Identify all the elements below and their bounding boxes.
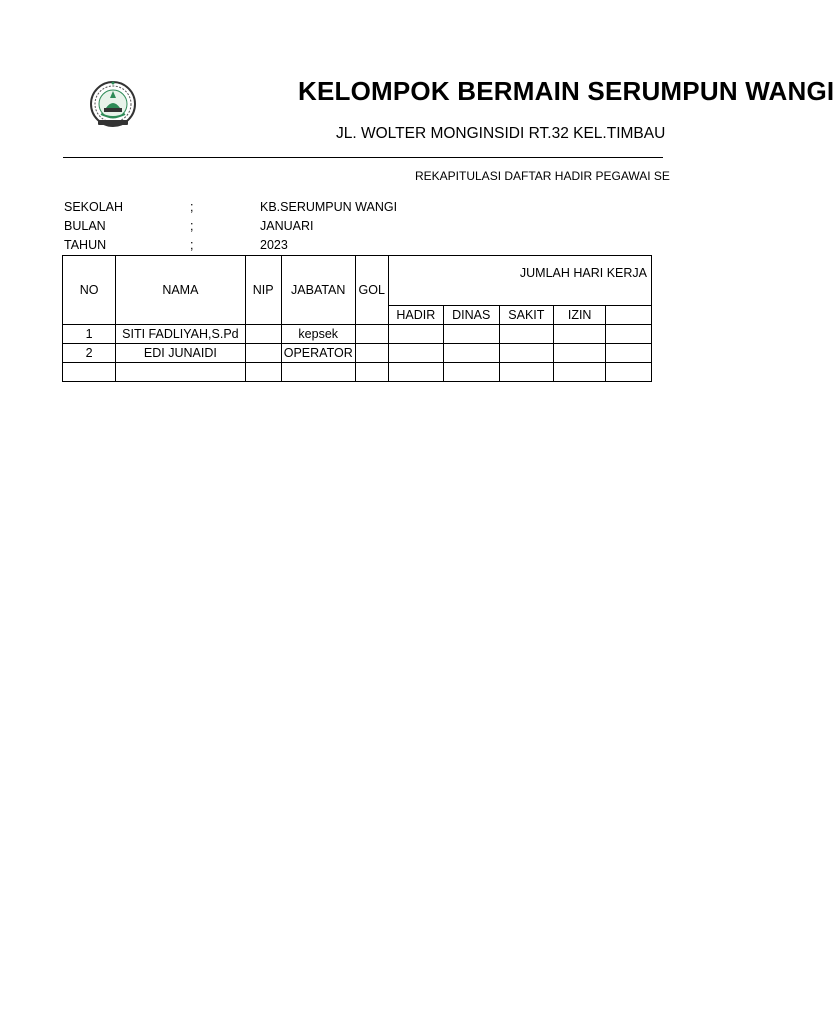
info-separator: ;: [190, 238, 194, 252]
cell-jabatan: OPERATOR: [281, 344, 355, 363]
cell-hadir: [388, 344, 443, 363]
cell-gol: [355, 344, 388, 363]
cell-nip: [245, 363, 281, 382]
info-separator: ;: [190, 200, 194, 214]
col-header-nama: NAMA: [116, 256, 245, 325]
info-value: JANUARI: [260, 219, 314, 233]
cell-sakit: [499, 363, 553, 382]
cell-nip: [245, 344, 281, 363]
cell-dinas: [443, 325, 499, 344]
table-row: [63, 363, 652, 382]
cell-nip: [245, 325, 281, 344]
attendance-table: [62, 255, 652, 382]
cell-nama: EDI JUNAIDI: [116, 344, 245, 363]
col-header-jumlah-hari-kerja: JUMLAH HARI KERJA: [388, 256, 651, 306]
col-header-izin: IZIN: [554, 306, 606, 325]
cell-extra: [606, 344, 652, 363]
cell-nama: [116, 363, 245, 382]
cell-nama: SITI FADLIYAH,S.Pd: [116, 325, 245, 344]
col-header-no: NO: [63, 256, 116, 325]
cell-no: 1: [63, 325, 116, 344]
cell-extra: [606, 325, 652, 344]
report-title: REKAPITULASI DAFTAR HADIR PEGAWAI SE: [415, 169, 670, 183]
cell-no: [63, 363, 116, 382]
cell-izin: [554, 363, 606, 382]
cell-hadir: [388, 363, 443, 382]
cell-jabatan: kepsek: [281, 325, 355, 344]
col-header-sakit: SAKIT: [499, 306, 553, 325]
info-value: KB.SERUMPUN WANGI: [260, 200, 398, 214]
table-row: [63, 344, 652, 363]
cell-sakit: [499, 325, 553, 344]
school-address: JL. WOLTER MONGINSIDI RT.32 KEL.TIMBAU: [336, 125, 666, 142]
school-logo-icon: [84, 74, 142, 132]
col-header-nip: NIP: [245, 256, 281, 325]
info-label: BULAN: [64, 219, 106, 233]
cell-extra: [606, 363, 652, 382]
cell-izin: [554, 344, 606, 363]
cell-gol: [355, 325, 388, 344]
info-separator: ;: [190, 219, 194, 233]
cell-sakit: [499, 344, 553, 363]
col-header-dinas: DINAS: [443, 306, 499, 325]
col-header-jabatan: JABATAN: [281, 256, 355, 325]
table-row: [63, 325, 652, 344]
info-label: SEKOLAH: [64, 200, 124, 214]
cell-dinas: [443, 344, 499, 363]
header-divider: [63, 157, 663, 158]
cell-jabatan: [281, 363, 355, 382]
cell-izin: [554, 325, 606, 344]
col-header-hadir: HADIR: [388, 306, 443, 325]
col-header-gol: GOL: [355, 256, 388, 325]
cell-no: 2: [63, 344, 116, 363]
info-value: 2023: [260, 238, 288, 252]
school-name-title: KELOMPOK BERMAIN SERUMPUN WANGI: [298, 76, 834, 106]
col-header-extra: [606, 306, 652, 325]
cell-hadir: [388, 325, 443, 344]
info-label: TAHUN: [64, 238, 107, 252]
cell-gol: [355, 363, 388, 382]
cell-dinas: [443, 363, 499, 382]
